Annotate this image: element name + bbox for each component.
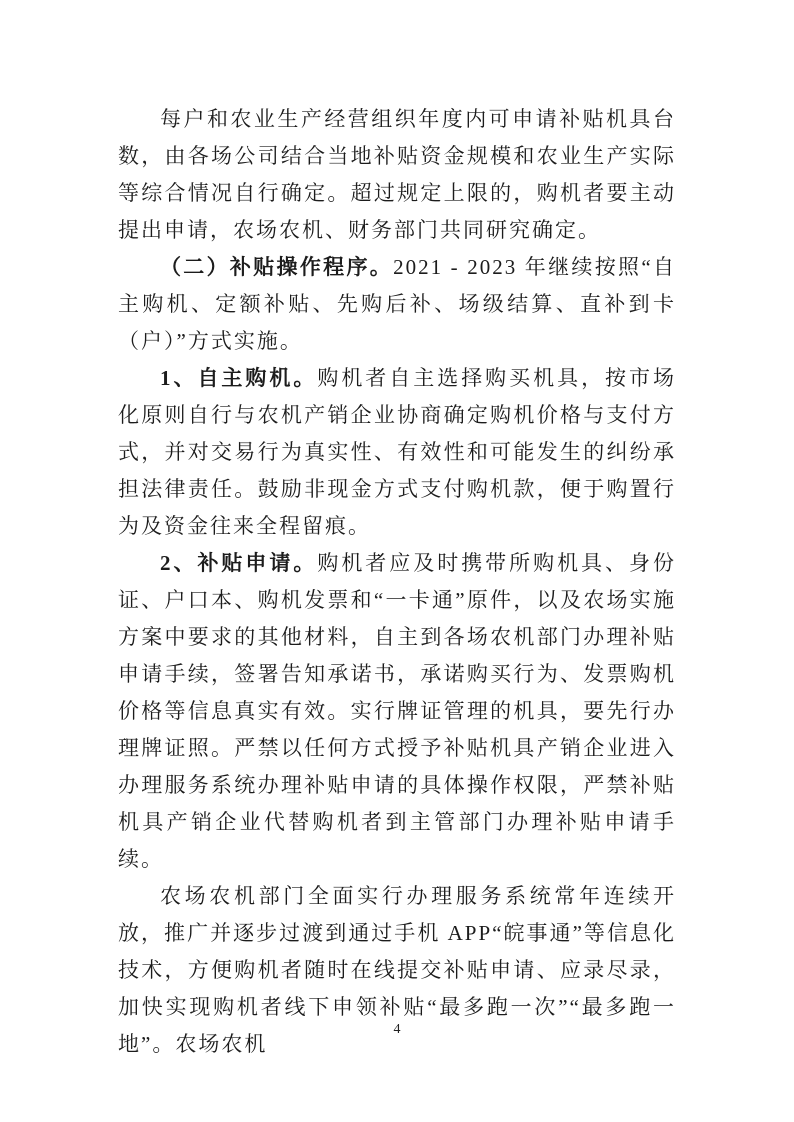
paragraph-3-lead: 1、自主购机。 (160, 366, 318, 390)
paragraph-5-text: 农场农机部门全面实行办理服务系统常年连续开放，推广并逐步过渡到通过手机 APP“皖事通”等信息化技术，方便购机者随时在线提交补贴申请、应录尽录，加快实现购机者线下申领补贴“最多跑一次”“最多跑一地”。农场农机 (118, 884, 676, 1056)
page-number: 4 (393, 1022, 401, 1037)
paragraph-4 (118, 545, 676, 878)
document-body (118, 101, 676, 1063)
paragraph-2 (118, 249, 676, 360)
paragraph-3 (118, 360, 676, 545)
paragraph-4-lead: 2、补贴申请。 (160, 551, 318, 575)
paragraph-2-lead: （二）补贴操作程序。 (160, 255, 394, 279)
paragraph-3-text: 购机者自主选择购买机具，按市场化原则自行与农机产销企业协商确定购机价格与支付方式，并对交易行为真实性、有效性和可能发生的纠纷承担法律责任。鼓励非现金方式支付购机款，便于购置行为及资金往来全程留痕。 (118, 366, 677, 538)
paragraph-1-text: 每户和农业生产经营组织年度内可申请补贴机具台数，由各场公司结合当地补贴资金规模和农业生产实际等综合情况自行确定。超过规定上限的，购机者要主动提出申请，农场农机、财务部门共同研究确定。 (118, 107, 676, 242)
paragraph-1 (118, 101, 676, 249)
paragraph-2-text: 2021 - 2023 年继续按照“自主购机、定额补贴、先购后补、场级结算、直补到卡（户）”方式实施。 (118, 255, 676, 353)
paragraph-4-text: 购机者应及时携带所购机具、身份证、户口本、购机发票和“一卡通”原件，以及农场实施方案中要求的其他材料，自主到各场农机部门办理补贴申请手续，签署告知承诺书，承诺购买行为、发票购机价格等信息真实有效。实行牌证管理的机具，要先行办理牌证照。严禁以任何方式授予补贴机具产销企业进入办理服务系统办理补贴申请的具体操作权限，严禁补贴机具产销企业代替购机者到主管部门办理补贴申请手续。 (118, 551, 677, 871)
